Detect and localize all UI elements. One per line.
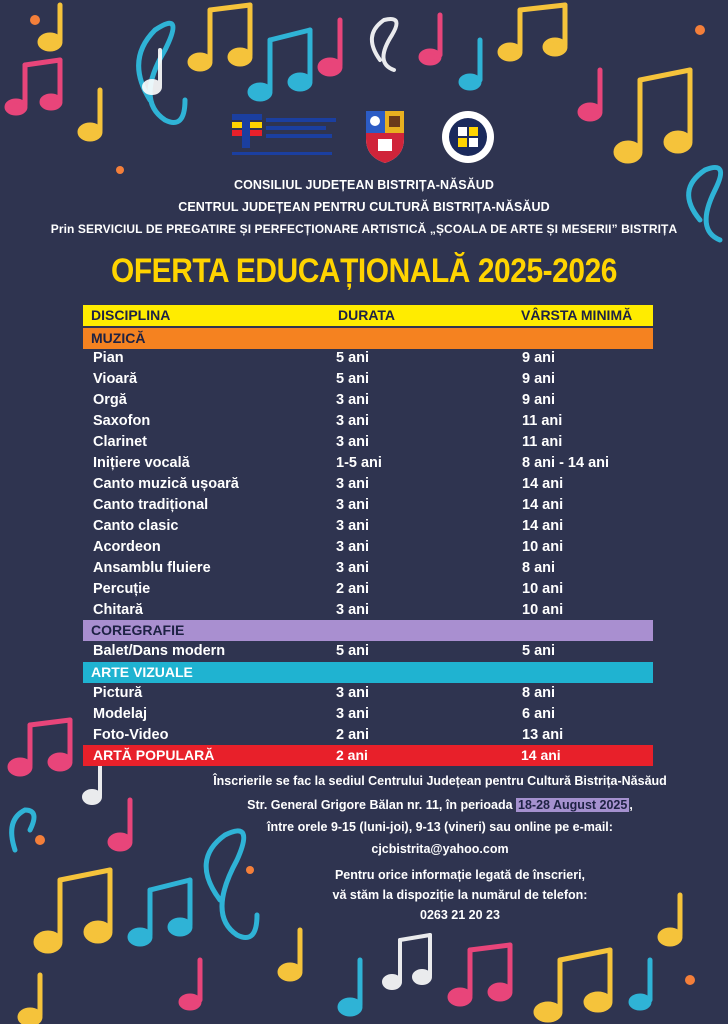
min-age: 9 ani [522,392,556,408]
table-row [0,411,728,432]
county-coat-of-arms-icon [364,107,406,165]
enrollment-info-line2 [190,796,690,815]
address-text: Str. General Grigore Bălan nr. 11, în perioada [247,798,517,812]
table-row [0,725,728,746]
discipline-name: Pictură [93,685,143,701]
section-bar-arte-vizuale [83,662,653,683]
discipline-name: Ansamblu fluiere [93,560,211,576]
section-bar-arta-populara [83,745,653,766]
table-row [0,558,728,579]
duration: 3 ani [336,706,370,722]
min-age: 14 ani [522,497,564,513]
council-logo [228,110,340,162]
duration: 3 ani [336,539,370,555]
duration: 5 ani [336,350,370,366]
discipline-name: Chitară [93,602,143,618]
address-comma: , [629,798,633,812]
column-header-varsta: VÂRSTA MINIMĂ [521,307,633,323]
page-title: OFERTA EDUCAȚIONALĂ 2025-2026 [111,252,617,290]
table-row [0,683,728,704]
column-header-durata: DURATA [338,307,396,323]
discipline-name: Saxofon [93,413,151,429]
contact-phone[interactable]: 0263 21 20 23 [420,908,500,922]
min-age: 5 ani [522,643,556,659]
enrollment-info-line3: între orele 9-15 (luni-joi), 9-13 (vineri) sau online pe e-mail: [267,820,613,834]
header-line-council: CONSILIUL JUDEȚEAN BISTRIȚA-NĂSĂUD [233,178,495,192]
duration: 3 ani [336,413,370,429]
duration: 3 ani [336,602,370,618]
min-age: 8 ani - 14 ani [522,455,610,471]
header-line-service: Prin SERVICIUL DE PREGATIRE ȘI PERFECȚIONARE ARTISTICĂ „ȘCOALA DE ARTE ȘI MESERII” BISTRIȚA [50,222,678,236]
min-age: 13 ani [522,727,564,743]
discipline-name: Canto muzică ușoară [93,476,239,492]
min-age: 14 ani [522,476,564,492]
arta-populara-min-age: 14 ani [521,747,561,763]
discipline-name: Clarinet [93,434,147,450]
duration: 3 ani [336,392,370,408]
discipline-name: Modelaj [93,706,147,722]
arta-populara-label: ARTĂ POPULARĂ [93,747,215,763]
table-row [0,369,728,390]
duration: 1-5 ani [336,455,382,471]
logos-row [0,105,728,167]
table-header-bar [83,305,653,326]
duration: 2 ani [336,727,370,743]
duration: 3 ani [336,476,370,492]
duration: 3 ani [336,560,370,576]
discipline-name: Acordeon [93,539,161,555]
table-row [0,432,728,453]
column-header-disciplina: DISCIPLINA [91,307,171,323]
duration: 3 ani [336,434,370,450]
enrollment-period-highlight: 18-28 August 2025 [518,798,628,812]
min-age: 8 ani [522,560,556,576]
duration: 3 ani [336,518,370,534]
min-age: 10 ani [522,581,564,597]
section-bar-muzica [83,328,653,349]
table-row [0,600,728,621]
discipline-name: Inițiere vocală [93,455,190,471]
discipline-name: Foto-Video [93,727,169,743]
min-age: 10 ani [522,602,564,618]
duration: 2 ani [336,581,370,597]
table-row [0,537,728,558]
section-label-arte-vizuale: ARTE VIZUALE [91,664,193,680]
discipline-name: Canto clasic [93,518,179,534]
table-row [0,704,728,725]
min-age: 14 ani [522,518,564,534]
table-row [0,495,728,516]
contact-email[interactable]: cjcbistrita@yahoo.com [371,842,509,856]
table-row [0,641,728,662]
min-age: 9 ani [522,350,556,366]
min-age: 9 ani [522,371,556,387]
table-row [0,390,728,411]
discipline-name: Orgă [93,392,127,408]
duration: 5 ani [336,371,370,387]
arta-populara-duration: 2 ani [336,747,368,763]
section-bar-coregrafie [83,620,653,641]
section-label-muzica: MUZICĂ [91,330,146,346]
min-age: 11 ani [522,413,563,429]
discipline-name: Percuție [93,581,151,597]
table-row [0,348,728,369]
table-row [0,579,728,600]
min-age: 10 ani [522,539,564,555]
duration: 3 ani [336,685,370,701]
contact-info-line2: vă stăm la dispoziție la numărul de telefon: [332,888,588,902]
table-row [0,516,728,537]
discipline-name: Canto tradițional [93,497,209,513]
cultural-center-logo [440,109,496,165]
duration: 5 ani [336,643,370,659]
discipline-name: Vioară [93,371,138,387]
discipline-name: Pian [93,350,124,366]
min-age: 8 ani [522,685,556,701]
header-line-center: CENTRUL JUDEȚEAN PENTRU CULTURĂ BISTRIȚA-NĂSĂUD [178,200,550,214]
section-label-coregrafie: COREGRAFIE [91,622,185,638]
contact-info-line1: Pentru orice informație legată de înscrieri, [334,868,586,882]
table-row [0,453,728,474]
table-row [0,474,728,495]
min-age: 6 ani [522,706,556,722]
duration: 3 ani [336,497,370,513]
min-age: 11 ani [522,434,563,450]
enrollment-info-line1: Înscrierile se fac la sediul Centrului Județean pentru Cultură Bistrița-Năsăud [213,774,667,788]
discipline-name: Balet/Dans modern [93,643,226,659]
